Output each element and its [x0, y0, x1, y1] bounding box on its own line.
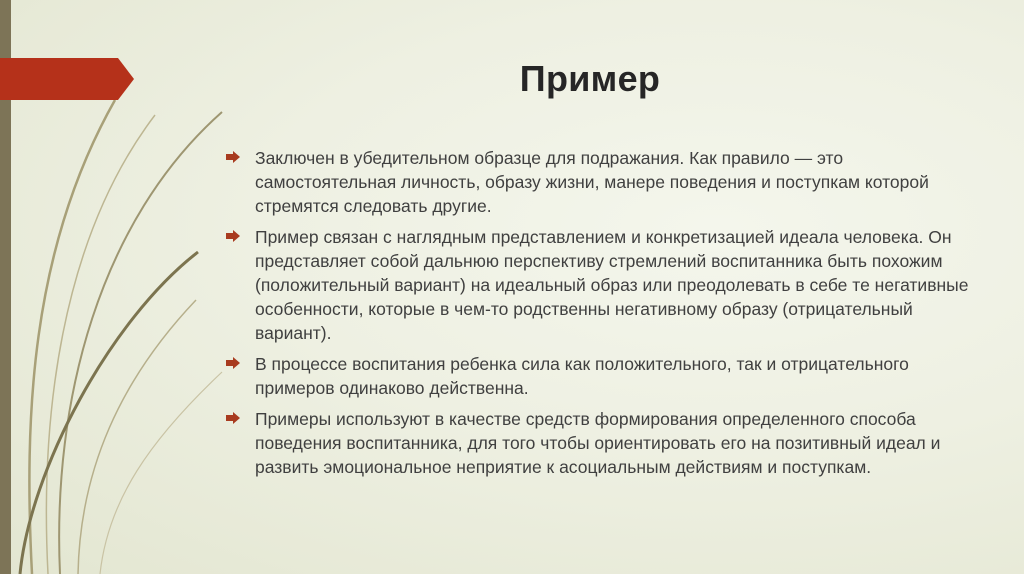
slide-title: Пример [519, 58, 661, 99]
bullet-list [226, 146, 976, 486]
bullet-text: В процессе воспитания ребенка сила как положительного, так и отрицательного примеров одинаково действенна. [255, 354, 909, 398]
arrow-right-bullet-icon [226, 151, 240, 163]
bullet-item [226, 225, 976, 345]
bullet-text: Примеры используют в качестве средств формирования определенного способа поведения воспитанника, для того чтобы ориентировать его на позитивный идеал и развить эмоциональное неприятие к асоциальным действиям и поступкам. [255, 409, 941, 477]
bullet-item [226, 407, 976, 479]
bullet-text: Заключен в убедительном образце для подражания. Как правило — это самостоятельная личность, образу жизни, манере поведения и поступкам которой стремятся следовать другие. [255, 148, 929, 216]
arrow-right-bullet-icon [226, 412, 240, 424]
title-accent-tab [0, 58, 134, 100]
bullet-item [226, 352, 976, 400]
arrow-right-bullet-icon [226, 230, 240, 242]
arrow-right-bullet-icon [226, 357, 240, 369]
bullet-text: Пример связан с наглядным представлением и конкретизацией идеала человека. Он представляет собой дальнюю перспективу стремлений воспитанника быть похожим (положительный вариант) на идеальный образ или преодолевать в себе те негативные особенности, которые в чем-то родственны негативному образу (отрицательный вариант). [255, 227, 969, 343]
bullet-item [226, 146, 976, 218]
